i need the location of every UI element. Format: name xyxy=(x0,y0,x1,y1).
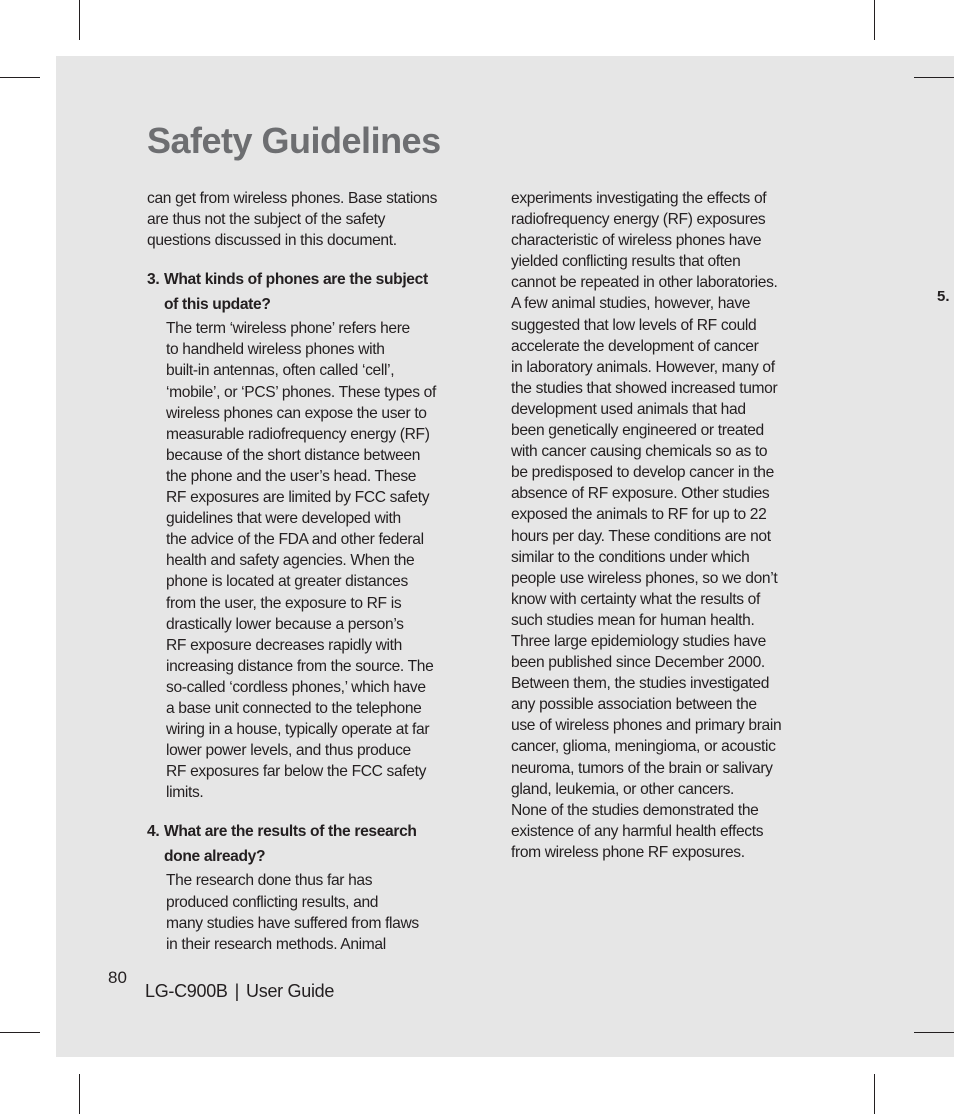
footer-doc-name: User Guide xyxy=(246,981,335,1001)
text-line: gland, leukemia, or other cancers. xyxy=(511,780,734,798)
text-line: built-in antennas, often called ‘cell’, xyxy=(166,362,395,380)
footer-separator: | xyxy=(234,981,240,1001)
crop-mark-right-bottom xyxy=(914,1032,954,1033)
text-line: a base unit connected to the telephone xyxy=(166,699,422,717)
text-line: None of the studies demonstrated the xyxy=(511,801,759,819)
crop-mark-bottom-right xyxy=(874,1074,875,1114)
text-line: neuroma, tumors of the brain or salivary xyxy=(511,759,773,777)
text-line: to handheld wireless phones with xyxy=(166,341,385,359)
text-line: people use wireless phones, so we don’t xyxy=(511,569,778,587)
text-line: health and safety agencies. When the xyxy=(166,552,415,570)
text-line: ‘mobile’, or ‘PCS’ phones. These types of xyxy=(166,383,436,401)
section-3-heading xyxy=(147,267,467,317)
heading-line: of this update? xyxy=(164,296,271,314)
text-line: the advice of the FDA and other federal xyxy=(166,531,424,549)
section-4 xyxy=(147,819,467,954)
text-line: RF exposures are limited by FCC safety xyxy=(166,489,430,507)
text-line: absence of RF exposure. Other studies xyxy=(511,485,770,503)
text-line: Between them, the studies investigated xyxy=(511,675,770,693)
crop-mark-left-top xyxy=(0,77,40,78)
text-line: increasing distance from the source. The xyxy=(166,657,434,675)
section-4-heading xyxy=(147,819,467,869)
text-line: yielded conflicting results that often xyxy=(511,253,741,271)
right-column xyxy=(511,188,816,863)
text-line: accelerate the development of cancer xyxy=(511,337,759,355)
left-column xyxy=(147,188,467,955)
crop-mark-top-left xyxy=(79,0,80,40)
text-line: cannot be repeated in other laboratories. xyxy=(511,274,778,292)
text-line: such studies mean for human health. xyxy=(511,611,755,629)
footer-model: LG-C900B xyxy=(145,981,228,1001)
text-line: RF exposures far below the FCC safety xyxy=(166,763,427,781)
page-number: 80 xyxy=(108,968,127,987)
text-line: RF exposure decreases rapidly with xyxy=(166,636,402,654)
text-line: so-called ‘cordless phones,’ which have xyxy=(166,678,426,696)
intro-paragraph xyxy=(147,188,467,251)
heading-line: What are the results of the research xyxy=(164,823,417,841)
text-line: because of the short distance between xyxy=(166,446,421,464)
text-line: existence of any harmful health effects xyxy=(511,822,764,840)
text-line: wireless phones can expose the user to xyxy=(166,404,427,422)
crop-mark-left-bottom xyxy=(0,1032,40,1033)
text-line: the phone and the user’s head. These xyxy=(166,467,417,485)
side-section-marker: 5. xyxy=(937,288,950,305)
text-line: similar to the conditions under which xyxy=(511,548,750,566)
text-line: any possible association between the xyxy=(511,696,757,714)
text-line: the studies that showed increased tumor xyxy=(511,379,778,397)
text-line: wiring in a house, typically operate at far xyxy=(166,721,430,739)
text-line: exposed the animals to RF for up to 22 xyxy=(511,506,767,524)
right-paragraph xyxy=(511,188,816,863)
text-line: limits. xyxy=(166,784,204,802)
text-line: experiments investigating the effects of xyxy=(511,190,767,207)
text-line: measurable radiofrequency energy (RF) xyxy=(166,425,430,443)
text-line: hours per day. These conditions are not xyxy=(511,527,771,545)
section-3 xyxy=(147,267,467,803)
heading-line: done already? xyxy=(164,848,266,866)
text-line: drastically lower because a person’s xyxy=(166,615,404,633)
text-line: many studies have suffered from flaws xyxy=(166,914,419,932)
text-line: cancer, glioma, meningioma, or acoustic xyxy=(511,738,776,756)
crop-mark-bottom-left xyxy=(79,1074,80,1114)
text-line: Three large epidemiology studies have xyxy=(511,632,766,650)
text-line: been genetically engineered or treated xyxy=(511,422,764,440)
footer-document-label xyxy=(145,981,334,1002)
text-line: from wireless phone RF exposures. xyxy=(511,843,745,861)
section-3-body xyxy=(147,318,467,803)
text-line: The research done thus far has xyxy=(166,872,373,890)
text-line: phone is located at greater distances xyxy=(166,573,408,591)
text-line: with cancer causing chemicals so as to xyxy=(511,443,768,461)
heading-line: What kinds of phones are the subject xyxy=(164,271,428,289)
section-4-body xyxy=(147,870,467,954)
text-line: be predisposed to develop cancer in the xyxy=(511,464,774,482)
text-line: from the user, the exposure to RF is xyxy=(166,594,402,612)
crop-mark-top-right xyxy=(874,0,875,40)
text-line: use of wireless phones and primary brain xyxy=(511,717,782,735)
page-title: Safety Guidelines xyxy=(147,120,441,161)
text-line: can get from wireless phones. Base stations xyxy=(147,190,438,207)
text-line: in their research methods. Animal xyxy=(166,935,386,953)
text-line: are thus not the subject of the safety xyxy=(147,211,386,229)
text-line: lower power levels, and thus produce xyxy=(166,742,411,760)
text-line: radiofrequency energy (RF) exposures xyxy=(511,211,766,229)
text-line: characteristic of wireless phones have xyxy=(511,232,762,250)
text-line: questions discussed in this document. xyxy=(147,232,397,250)
text-line: suggested that low levels of RF could xyxy=(511,316,757,334)
text-line: produced conflicting results, and xyxy=(166,893,379,911)
text-line: The term ‘wireless phone’ refers here xyxy=(166,320,410,338)
text-line: in laboratory animals. However, many of xyxy=(511,358,775,376)
text-line: know with certainty what the results of xyxy=(511,590,760,608)
text-line: A few animal studies, however, have xyxy=(511,295,751,313)
text-line: guidelines that were developed with xyxy=(166,510,401,528)
text-line: development used animals that had xyxy=(511,400,746,418)
text-line: been published since December 2000. xyxy=(511,654,765,672)
section-number: 3. xyxy=(147,271,160,289)
section-number: 4. xyxy=(147,823,160,841)
crop-mark-right-top xyxy=(914,77,954,78)
